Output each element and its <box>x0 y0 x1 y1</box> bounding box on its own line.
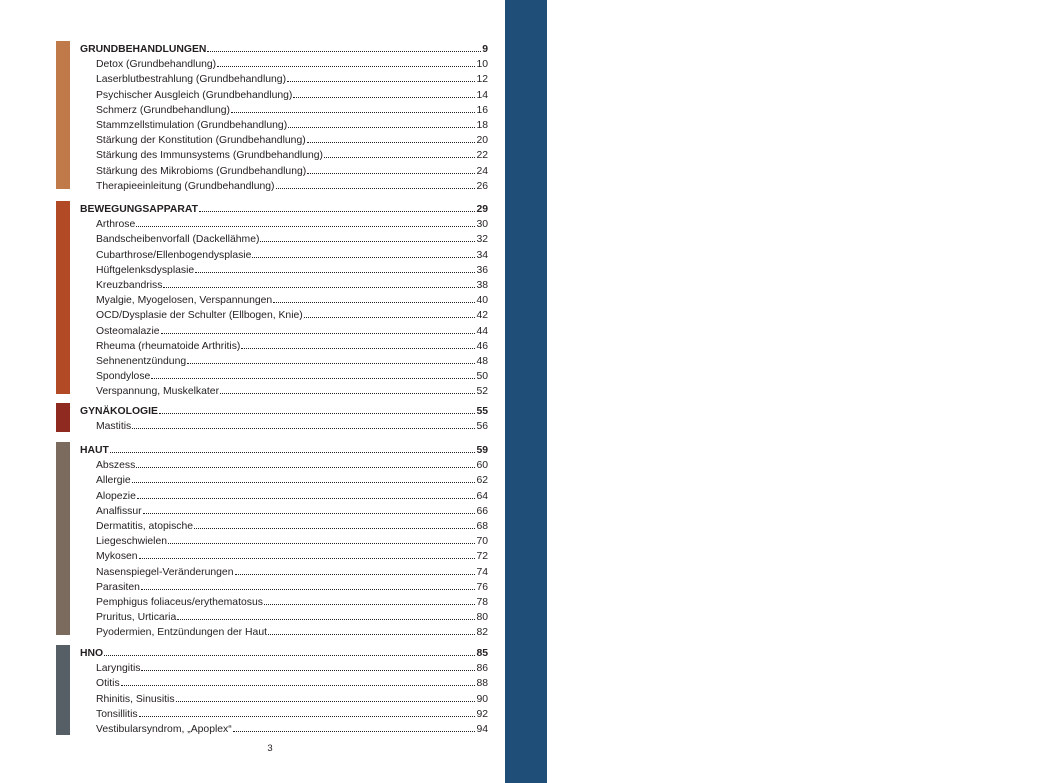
toc-entry-label: Mykosen <box>96 551 138 562</box>
toc-entry-page: 10 <box>476 59 488 70</box>
toc-entry-page: 72 <box>476 551 488 562</box>
toc-entry-label: Allergie <box>96 475 131 486</box>
dot-leader <box>139 716 476 717</box>
dot-leader <box>121 685 476 686</box>
dot-leader <box>136 226 475 227</box>
section-color-bar <box>56 403 70 432</box>
section-heading-page: 55 <box>476 406 488 417</box>
toc-entry[interactable] <box>96 148 488 163</box>
toc-entry[interactable] <box>96 118 488 133</box>
section-heading[interactable] <box>80 42 488 57</box>
dot-leader <box>287 81 475 82</box>
section-color-bar <box>56 442 70 635</box>
side-band <box>505 0 1039 783</box>
dot-leader <box>207 51 481 52</box>
section-heading-page: 9 <box>482 44 488 55</box>
toc-entry-page: 24 <box>476 166 488 177</box>
toc-entry-page: 40 <box>476 295 488 306</box>
section-color-bar <box>56 645 70 735</box>
dot-leader <box>137 498 476 499</box>
section-heading-label: BEWEGUNGSAPPARAT <box>80 204 198 215</box>
dot-leader <box>176 701 476 702</box>
section-heading[interactable] <box>80 646 488 661</box>
dot-leader <box>252 257 475 258</box>
toc-entry-label: Osteomalazie <box>96 326 160 337</box>
toc-entry[interactable] <box>96 339 488 354</box>
toc-entry[interactable] <box>96 88 488 103</box>
toc-entry-page: 62 <box>476 475 488 486</box>
toc-entry[interactable] <box>96 549 488 564</box>
dot-leader <box>293 97 475 98</box>
toc-entry-label: Tonsillitis <box>96 709 138 720</box>
toc-entry-page: 36 <box>476 265 488 276</box>
toc-entry[interactable] <box>96 707 488 722</box>
toc-entry-page: 78 <box>476 597 488 608</box>
dot-leader <box>268 634 475 635</box>
toc-entry[interactable] <box>96 354 488 369</box>
toc-entry-page: 22 <box>476 150 488 161</box>
toc-entry-label: Pyodermien, Entzündungen der Haut <box>96 627 267 638</box>
toc-entry-page: 86 <box>476 663 488 674</box>
toc-entry[interactable] <box>96 103 488 118</box>
section-heading[interactable] <box>80 202 488 217</box>
toc-entry-page: 50 <box>476 371 488 382</box>
toc-entry-page: 20 <box>476 135 488 146</box>
dot-leader <box>168 543 475 544</box>
toc-entry-page: 56 <box>476 421 488 432</box>
toc-entry-label: Abszess <box>96 460 136 471</box>
toc-entry-label: Otitis <box>96 678 120 689</box>
toc-entry-label: Myalgie, Myogelosen, Verspannungen <box>96 295 273 306</box>
toc-entry-label: Stärkung des Mikrobioms (Grundbehandlung) <box>96 166 307 177</box>
section-heading[interactable] <box>80 443 488 458</box>
dot-leader <box>235 574 476 575</box>
section-heading-page: 59 <box>476 445 488 456</box>
toc-entry-page: 74 <box>476 567 488 578</box>
dot-leader <box>199 211 475 212</box>
dot-leader <box>288 127 475 128</box>
toc-entry[interactable] <box>96 217 488 232</box>
toc-entry[interactable] <box>96 278 488 293</box>
toc-entry-page: 12 <box>476 74 488 85</box>
section-heading[interactable] <box>80 404 488 419</box>
toc-entry[interactable] <box>96 248 488 263</box>
toc-entry[interactable] <box>96 324 488 339</box>
toc-entry-label: Mastitis <box>96 421 132 432</box>
section-color-bar <box>56 41 70 189</box>
toc-entry[interactable] <box>96 57 488 72</box>
dot-leader <box>143 513 476 514</box>
toc-entry-page: 16 <box>476 105 488 116</box>
toc-entry-page: 88 <box>476 678 488 689</box>
toc-entry[interactable] <box>96 692 488 707</box>
toc-entry-label: Dermatitis, atopische <box>96 521 194 532</box>
section-heading-page: 29 <box>476 204 488 215</box>
toc-entry-label: Nasenspiegel-Veränderungen <box>96 567 234 578</box>
toc-entry-label: Stärkung des Immunsystems (Grundbehandlung) <box>96 150 323 161</box>
toc-entry-label: Hüftgelenksdysplasie <box>96 265 195 276</box>
dot-leader <box>139 558 476 559</box>
dot-leader <box>217 66 475 67</box>
toc-entry-page: 26 <box>476 181 488 192</box>
dot-leader <box>104 655 475 656</box>
toc-entry-page: 80 <box>476 612 488 623</box>
toc-entry-page: 70 <box>476 536 488 547</box>
toc-entry[interactable] <box>96 595 488 610</box>
toc-entry-label: Liegeschwielen <box>96 536 168 547</box>
toc-entry-label: Psychischer Ausgleich (Grundbehandlung) <box>96 90 293 101</box>
dot-leader <box>276 188 476 189</box>
toc-entry-page: 38 <box>476 280 488 291</box>
toc-entry[interactable] <box>96 263 488 278</box>
toc-entry-label: Rheuma (rheumatoide Arthritis) <box>96 341 241 352</box>
toc-entry-page: 90 <box>476 694 488 705</box>
toc-entry-label: Vestibularsyndrom, „Apoplex“ <box>96 724 232 735</box>
dot-leader <box>304 317 476 318</box>
dot-leader <box>220 393 475 394</box>
toc-entry[interactable] <box>96 676 488 691</box>
toc-entry-label: Pruritus, Urticaria <box>96 612 177 623</box>
toc-entry-label: Bandscheibenvorfall (Dackellähme) <box>96 234 260 245</box>
toc-entry[interactable] <box>96 458 488 473</box>
dot-leader <box>194 528 475 529</box>
toc-entry-page: 48 <box>476 356 488 367</box>
toc-entry[interactable] <box>96 473 488 488</box>
toc-entry-page: 42 <box>476 310 488 321</box>
toc-entry[interactable] <box>96 293 488 308</box>
toc-entry-label: Schmerz (Grundbehandlung) <box>96 105 230 116</box>
dot-leader <box>141 589 476 590</box>
toc-entry[interactable] <box>96 610 488 625</box>
toc-entry-label: Pemphigus foliaceus/erythematosus <box>96 597 263 608</box>
toc-entry-label: Sehnenentzündung <box>96 356 187 367</box>
toc-entry[interactable] <box>96 164 488 179</box>
toc-entry-page: 76 <box>476 582 488 593</box>
toc-entry[interactable] <box>96 504 488 519</box>
toc-entry-label: Rhinitis, Sinusitis <box>96 694 175 705</box>
toc-entry-label: Parasiten <box>96 582 140 593</box>
toc-entry-label: Laryngitis <box>96 663 141 674</box>
book-title: LASERTHERAPIE IN DER KLEINTIERPRAXIS <box>1022 223 1039 561</box>
dot-leader <box>110 452 476 453</box>
dot-leader <box>132 482 476 483</box>
toc-entry[interactable] <box>96 489 488 504</box>
toc-entry[interactable] <box>96 308 488 323</box>
toc-entry-label: Arthrose <box>96 219 136 230</box>
toc-entry[interactable] <box>96 384 488 399</box>
dot-leader <box>307 142 476 143</box>
toc-entry-label: Spondylose <box>96 371 151 382</box>
toc-entry[interactable] <box>96 534 488 549</box>
section-heading-label: GRUNDBEHANDLUNGEN <box>80 44 207 55</box>
toc-entry-page: 44 <box>476 326 488 337</box>
toc-entry[interactable] <box>96 419 488 434</box>
toc-entry[interactable] <box>96 722 488 737</box>
toc-entry[interactable] <box>96 133 488 148</box>
toc-entry-page: 66 <box>476 506 488 517</box>
toc-entry-page: 18 <box>476 120 488 131</box>
dot-leader <box>177 619 475 620</box>
toc-entry-label: Detox (Grundbehandlung) <box>96 59 217 70</box>
dot-leader <box>132 428 475 429</box>
dot-leader <box>163 287 475 288</box>
dot-leader <box>136 467 475 468</box>
dot-leader <box>141 670 475 671</box>
toc-entry-page: 82 <box>476 627 488 638</box>
toc-entry-label: Cubarthrose/Ellenbogendysplasie <box>96 250 252 261</box>
toc-entry-page: 60 <box>476 460 488 471</box>
dot-leader <box>241 348 475 349</box>
toc-entry-page: 14 <box>476 90 488 101</box>
dot-leader <box>159 413 476 414</box>
toc-entry-page: 30 <box>476 219 488 230</box>
toc-entry-page: 94 <box>476 724 488 735</box>
toc-entry-page: 64 <box>476 491 488 502</box>
toc-entry[interactable] <box>96 519 488 534</box>
page-number: 3 <box>267 743 273 754</box>
dot-leader <box>187 363 475 364</box>
toc-entry-page: 52 <box>476 386 488 397</box>
toc-entry-label: Stammzellstimulation (Grundbehandlung) <box>96 120 288 131</box>
section-heading-label: HAUT <box>80 445 109 456</box>
toc-entry-label: Stärkung der Konstitution (Grundbehandlung) <box>96 135 306 146</box>
dot-leader <box>195 272 475 273</box>
toc-entry-page: 46 <box>476 341 488 352</box>
dot-leader <box>264 604 476 605</box>
toc-entry-label: Therapieeinleitung (Grundbehandlung) <box>96 181 275 192</box>
section-heading-label: GYNÄKOLOGIE <box>80 406 158 417</box>
toc-entry[interactable] <box>96 580 488 595</box>
toc-entry[interactable] <box>96 625 488 640</box>
toc-entry-page: 34 <box>476 250 488 261</box>
dot-leader <box>161 333 476 334</box>
toc-entry-label: OCD/Dysplasie der Schulter (Ellbogen, Knie) <box>96 310 303 321</box>
toc-entry[interactable] <box>96 369 488 384</box>
dot-leader <box>233 731 476 732</box>
dot-leader <box>151 378 475 379</box>
toc-entry-page: 68 <box>476 521 488 532</box>
toc-entry-page: 32 <box>476 234 488 245</box>
toc-entry-label: Alopezie <box>96 491 136 502</box>
dot-leader <box>231 112 475 113</box>
toc-entry-page: 92 <box>476 709 488 720</box>
dot-leader <box>260 241 475 242</box>
section-heading-page: 85 <box>476 648 488 659</box>
toc-entry-label: Kreuzbandriss <box>96 280 163 291</box>
dot-leader <box>307 173 475 174</box>
toc-entry-label: Verspannung, Muskelkater <box>96 386 220 397</box>
toc-entry-label: Analfissur <box>96 506 142 517</box>
dot-leader <box>324 157 475 158</box>
section-heading-label: HNO <box>80 648 104 659</box>
toc-entry[interactable] <box>96 661 488 676</box>
toc-entry[interactable] <box>96 72 488 87</box>
section-color-bar <box>56 201 70 394</box>
toc-entry[interactable] <box>96 179 488 194</box>
toc-entry[interactable] <box>96 565 488 580</box>
toc-entry-label: Laserblutbestrahlung (Grundbehandlung) <box>96 74 287 85</box>
toc-entry[interactable] <box>96 232 488 247</box>
dot-leader <box>273 302 475 303</box>
